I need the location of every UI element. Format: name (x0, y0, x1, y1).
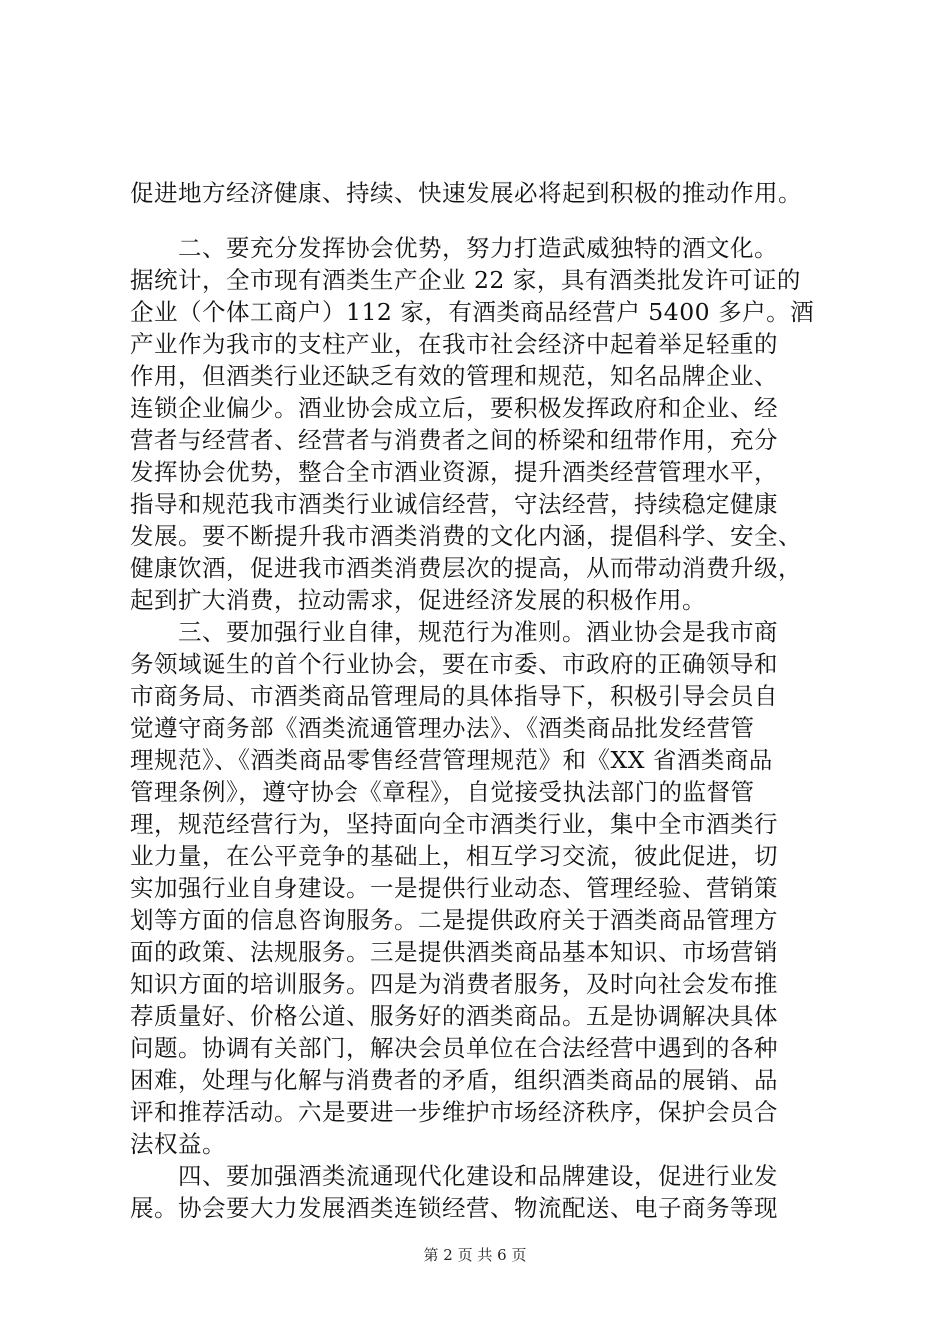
text-line: 起到扩大消费，拉动需求，促进经济发展的积极作用。 (130, 586, 706, 614)
text-line: 发展。要不断提升我市酒类消费的文化内涵，提倡科学、安全、 (130, 522, 802, 550)
text-line: 理规范》、《酒类商品零售经营管理规范》和《XX 省酒类商品 (130, 746, 773, 774)
text-line: 产业作为我市的支柱产业，在我市社会经济中起着举足轻重的 (130, 330, 778, 358)
text-line: 面的政策、法规服务。三是提供酒类商品基本知识、市场营销 (130, 938, 778, 966)
text-line: 业力量，在公平竞争的基础上，相互学习交流，彼此促进，切 (130, 842, 778, 870)
text-line: 作用，但酒类行业还缺乏有效的管理和规范，知名品牌企业、 (130, 362, 778, 390)
text-line: 发挥协会优势，整合全市酒业资源，提升酒类经营管理水平， (130, 458, 778, 486)
text-line: 觉遵守商务部《酒类流通管理办法》、《酒类商品批发经营管 (130, 714, 755, 742)
text-line: 知识方面的培训服务。四是为消费者服务，及时向社会发布推 (130, 970, 778, 998)
text-line: 困难，处理与化解与消费者的矛盾，组织酒类商品的展销、品 (130, 1066, 778, 1094)
text-line: 评和推荐活动。六是要进一步维护市场经济秩序，保护会员合 (130, 1098, 778, 1126)
text-line: 问题。协调有关部门，解决会员单位在合法经营中遇到的各种 (130, 1034, 778, 1062)
text-line: 划等方面的信息咨询服务。二是提供政府关于酒类商品管理方 (130, 906, 778, 934)
text-line: 法权益。 (130, 1130, 226, 1158)
text-line: 营者与经营者、经营者与消费者之间的桥梁和纽带作用，充分 (130, 426, 778, 454)
text-line: 务领域诞生的首个行业协会，要在市委、市政府的正确领导和 (130, 650, 778, 678)
text-line: 三、要加强行业自律，规范行为准则。酒业协会是我市商 (130, 618, 778, 646)
text-line: 健康饮酒，促进我市酒类消费层次的提高，从而带动消费升级， (130, 554, 802, 582)
text-line: 展。协会要大力发展酒类连锁经营、物流配送、电子商务等现 (130, 1194, 778, 1222)
page-footer: 第 2 页 共 6 页 (423, 1246, 527, 1264)
text-line: 荐质量好、价格公道、服务好的酒类商品。五是协调解决具体 (130, 1002, 778, 1030)
text-line: 促进地方经济健康、持续、快速发展必将起到积极的推动作用。 (130, 179, 802, 207)
text-line: 管理条例》，遵守协会《章程》，自觉接受执法部门的监督管 (130, 778, 755, 806)
text-line: 理，规范经营行为，坚持面向全市酒类行业，集中全市酒类行 (130, 810, 778, 838)
text-line: 四、要加强酒类流通现代化建设和品牌建设，促进行业发 (130, 1162, 778, 1190)
text-line: 企业（个体工商户）112 家，有酒类商品经营户 5400 多户。酒 (130, 298, 815, 326)
text-line: 实加强行业自身建设。一是提供行业动态、管理经验、营销策 (130, 874, 778, 902)
text-line: 市商务局、市酒类商品管理局的具体指导下，积极引导会员自 (130, 682, 778, 710)
text-line: 据统计，全市现有酒类生产企业 22 家，具有酒类批发许可证的 (130, 266, 801, 294)
text-line: 指导和规范我市酒类行业诚信经营，守法经营，持续稳定健康 (130, 490, 778, 518)
text-line: 连锁企业偏少。酒业协会成立后，要积极发挥政府和企业、经 (130, 394, 778, 422)
text-line: 二、要充分发挥协会优势，努力打造武威独特的酒文化。 (130, 234, 778, 262)
